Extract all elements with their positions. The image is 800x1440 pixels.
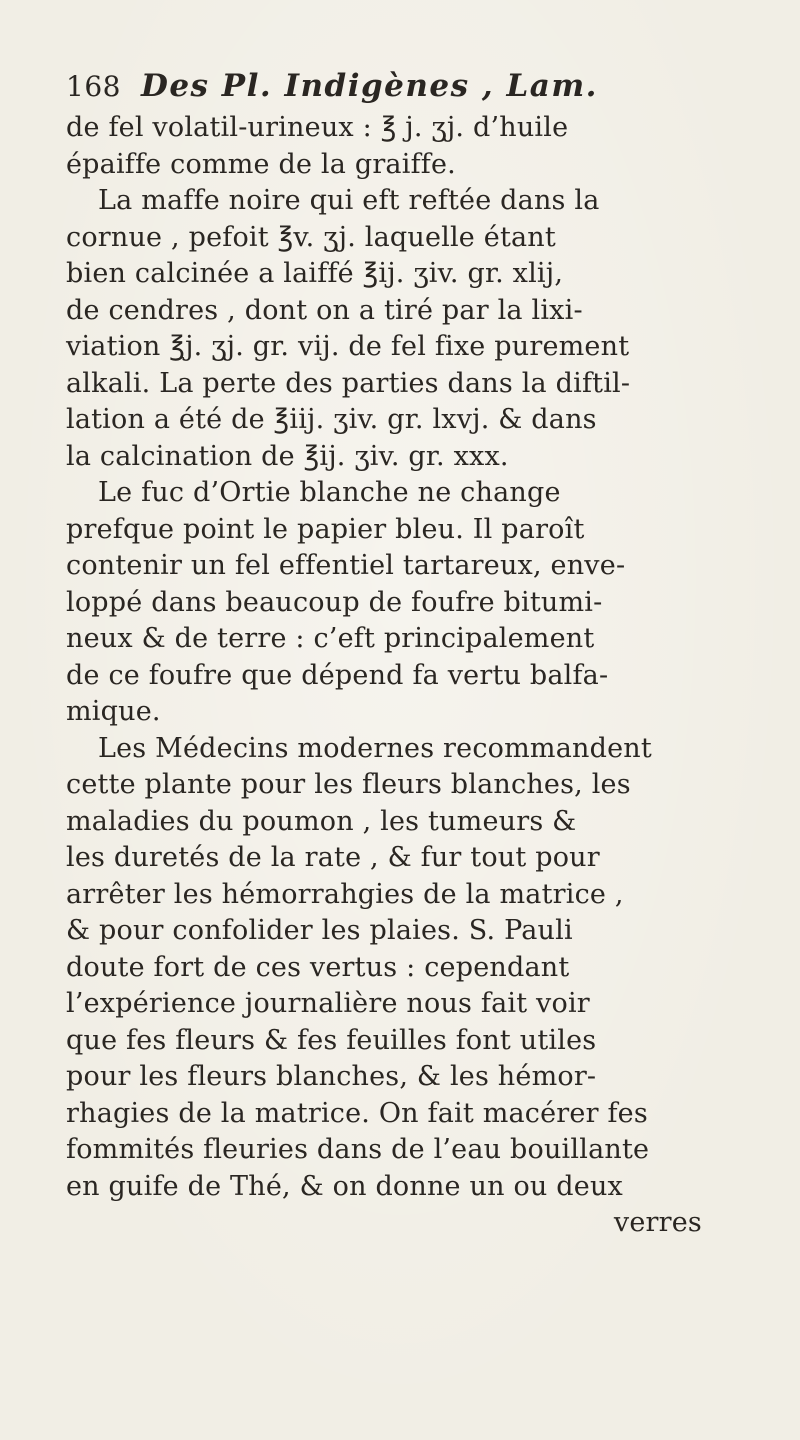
paragraph-start-line: La maffe noire qui eft reftée dans la (98, 185, 600, 216)
text-line: épaiffe comme de la graiffe. (66, 148, 456, 180)
text-line: que fes fleurs & fes feuilles font utiles (66, 1024, 597, 1056)
text-line: neux & de terre : c’eft principalement (66, 623, 595, 654)
body-text (66, 110, 750, 1242)
paragraph-start-line: Les Médecins modernes recommandent (98, 732, 652, 764)
text-line: contenir un fel effentiel tartareux, enve- (66, 550, 626, 581)
text-line: & pour confolider les plaies. S. Pauli (66, 915, 573, 946)
catchword: verres (613, 1207, 702, 1238)
page-header (66, 68, 750, 108)
text-line: en guife de Thé, & on donne un ou deux (66, 1170, 623, 1202)
text-line: l’expérience journalière nous fait voir (66, 988, 590, 1019)
text-line: doute fort de ces vertus : cependant (66, 951, 570, 983)
text-line: viation ℥j. ʒj. gr. vij. de fel fixe purement (66, 331, 630, 362)
text-line: lation a été de ℥iij. ʒiv. gr. lxvj. & dans (66, 404, 597, 435)
text-line: de fel volatil-urineux : ℥ j. ʒj. d’huile (66, 112, 569, 143)
text-line: fommités fleuries dans de l’eau bouillante (66, 1134, 650, 1165)
running-title: Des Pl. Indigènes , Lam. (140, 68, 598, 104)
text-line: mique. (66, 696, 161, 727)
text-line: de cendres , dont on a tiré par la lixi- (66, 294, 583, 326)
text-line: cornue , pefoit ℥v. ʒj. laquelle étant (66, 221, 556, 253)
text-line: les duretés de la rate , & fur tout pour (66, 842, 600, 873)
text-line: loppé dans beaucoup de foufre bitumi- (66, 586, 603, 618)
paragraph-start-line: Le fuc d’Ortie blanche ne change (98, 477, 561, 508)
text-line: pour les fleurs blanches, & les hémor- (66, 1061, 597, 1092)
text-line: bien calcinée a laiffé ℥ij. ʒiv. gr. xlij, (66, 258, 564, 289)
text-line: cette plante pour les fleurs blanches, les (66, 769, 631, 800)
text-line: alkali. La perte des parties dans la diftil- (66, 367, 631, 399)
text-line: maladies du poumon , les tumeurs & (66, 805, 577, 837)
page-number: 168 (66, 70, 121, 103)
text-line: arrêter les hémorrahgies de la matrice , (66, 878, 624, 910)
text-line: rhagies de la matrice. On fait macérer fes (66, 1097, 648, 1129)
text-line: prefque point le papier bleu. Il paroît (66, 513, 585, 545)
text-line: la calcination de ℥ij. ʒiv. gr. xxx. (66, 440, 509, 472)
text-line: de ce foufre que dépend fa vertu balfa- (66, 659, 609, 691)
